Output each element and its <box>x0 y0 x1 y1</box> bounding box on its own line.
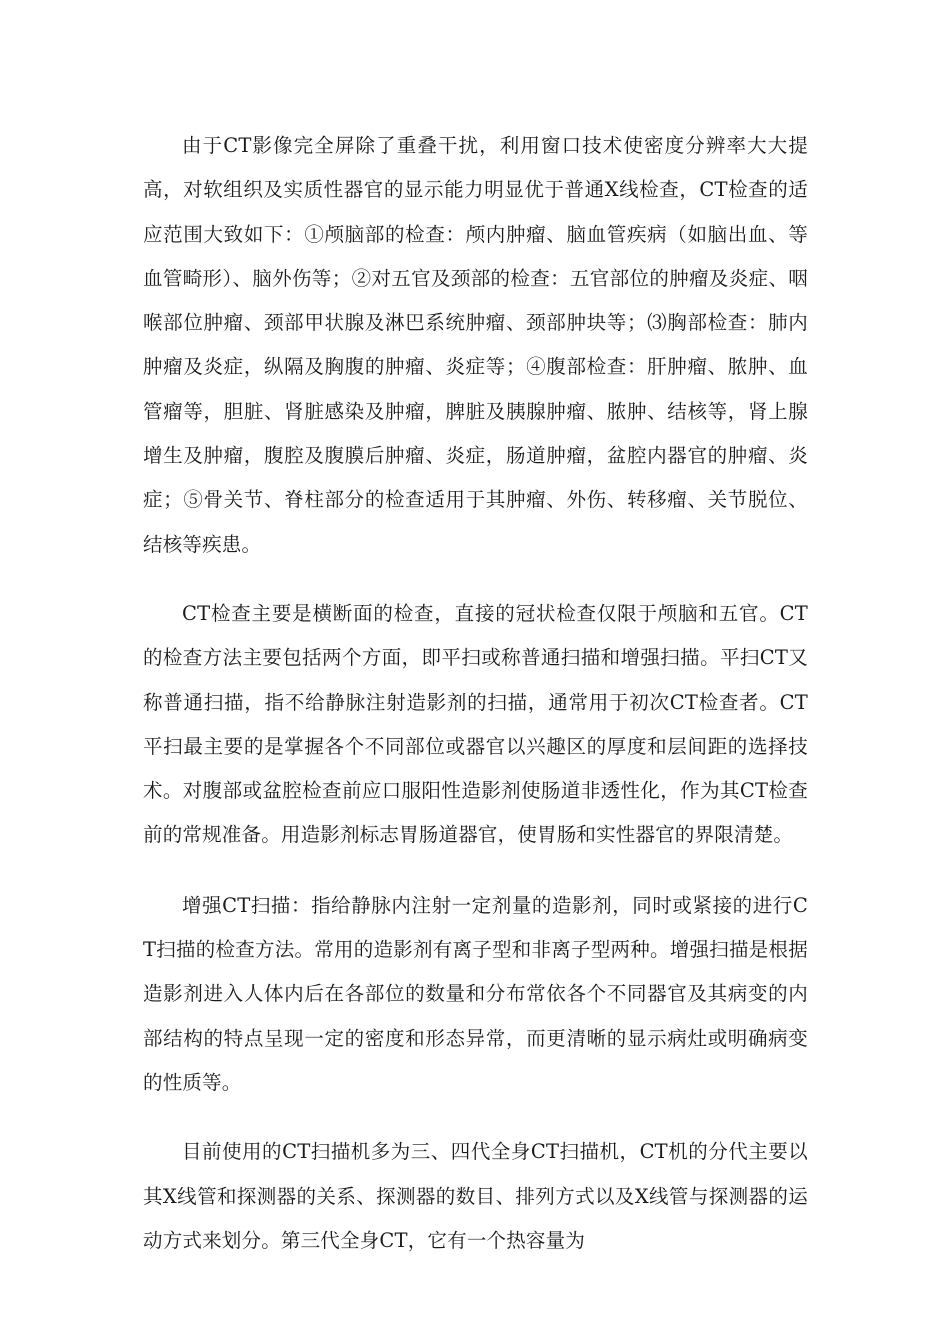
document-body <box>143 124 808 1263</box>
paragraph-enhanced-ct: 增强CT扫描：指给静脉内注射一定剂量的造影剂，同时或紧接的进行CT扫描的检查方法。常用的造影剂有离子型和非离子型两种。增强扫描是根据造影剂进入人体内后在各部位的数量和分布常依各个不同器官及其病变的内部结构的特点呈现一定的密度和形态异常，而更清晰的显示病灶或明确病变的性质等。 <box>143 893 808 1094</box>
paragraph-ct-generations: 目前使用的CT扫描机多为三、四代全身CT扫描机，CT机的分代主要以其X线管和探测器的关系、探测器的数目、排列方式以及X线管与探测器的运动方式来划分。第三代全身CT，它有一个热容量为 <box>143 1140 808 1252</box>
paragraph-ct-indications: 由于CT影像完全屏除了重叠干扰，利用窗口技术使密度分辨率大大提高，对软组织及实质性器官的显示能力明显优于普通X线检查，CT检查的适应范围大致如下：①颅脑部的检查：颅内肿瘤、脑血管疾病（如脑出血、等血管畸形）、脑外伤等；②对五官及颈部的检查：五官部位的肿瘤及炎症、咽喉部位肿瘤、颈部甲状腺及淋巴系统肿瘤、颈部肿块等；⑶胸部检查：肺内肿瘤及炎症，纵隔及胸腹的肿瘤、炎症等；④腹部检查：肝肿瘤、脓肿、血管瘤等，胆脏、肾脏感染及肿瘤，脾脏及胰腺肿瘤、脓肿、结核等，肾上腺增生及肿瘤，腹腔及腹膜后肿瘤、炎症，肠道肿瘤，盆腔内器官的肿瘤、炎症；⑤骨关节、脊柱部分的检查适用于其肿瘤、外伤、转移瘤、关节脱位、结核等疾患。 <box>143 134 808 556</box>
paragraph-ct-scan-methods: CT检查主要是横断面的检查，直接的冠状检查仅限于颅脑和五官。CT的检查方法主要包括两个方面，即平扫或称普通扫描和增强扫描。平扫CT又称普通扫描，指不给静脉注射造影剂的扫描，通常用于初次CT检查者。CT平扫最主要的是掌握各个不同部位或器官以兴趣区的厚度和层间距的选择技术。对腹部或盆腔检查前应口服阳性造影剂使肠道非透性化，作为其CT检查前的常规准备。用造影剂标志胃肠道器官，使胃肠和实性器官的界限清楚。 <box>143 601 808 847</box>
